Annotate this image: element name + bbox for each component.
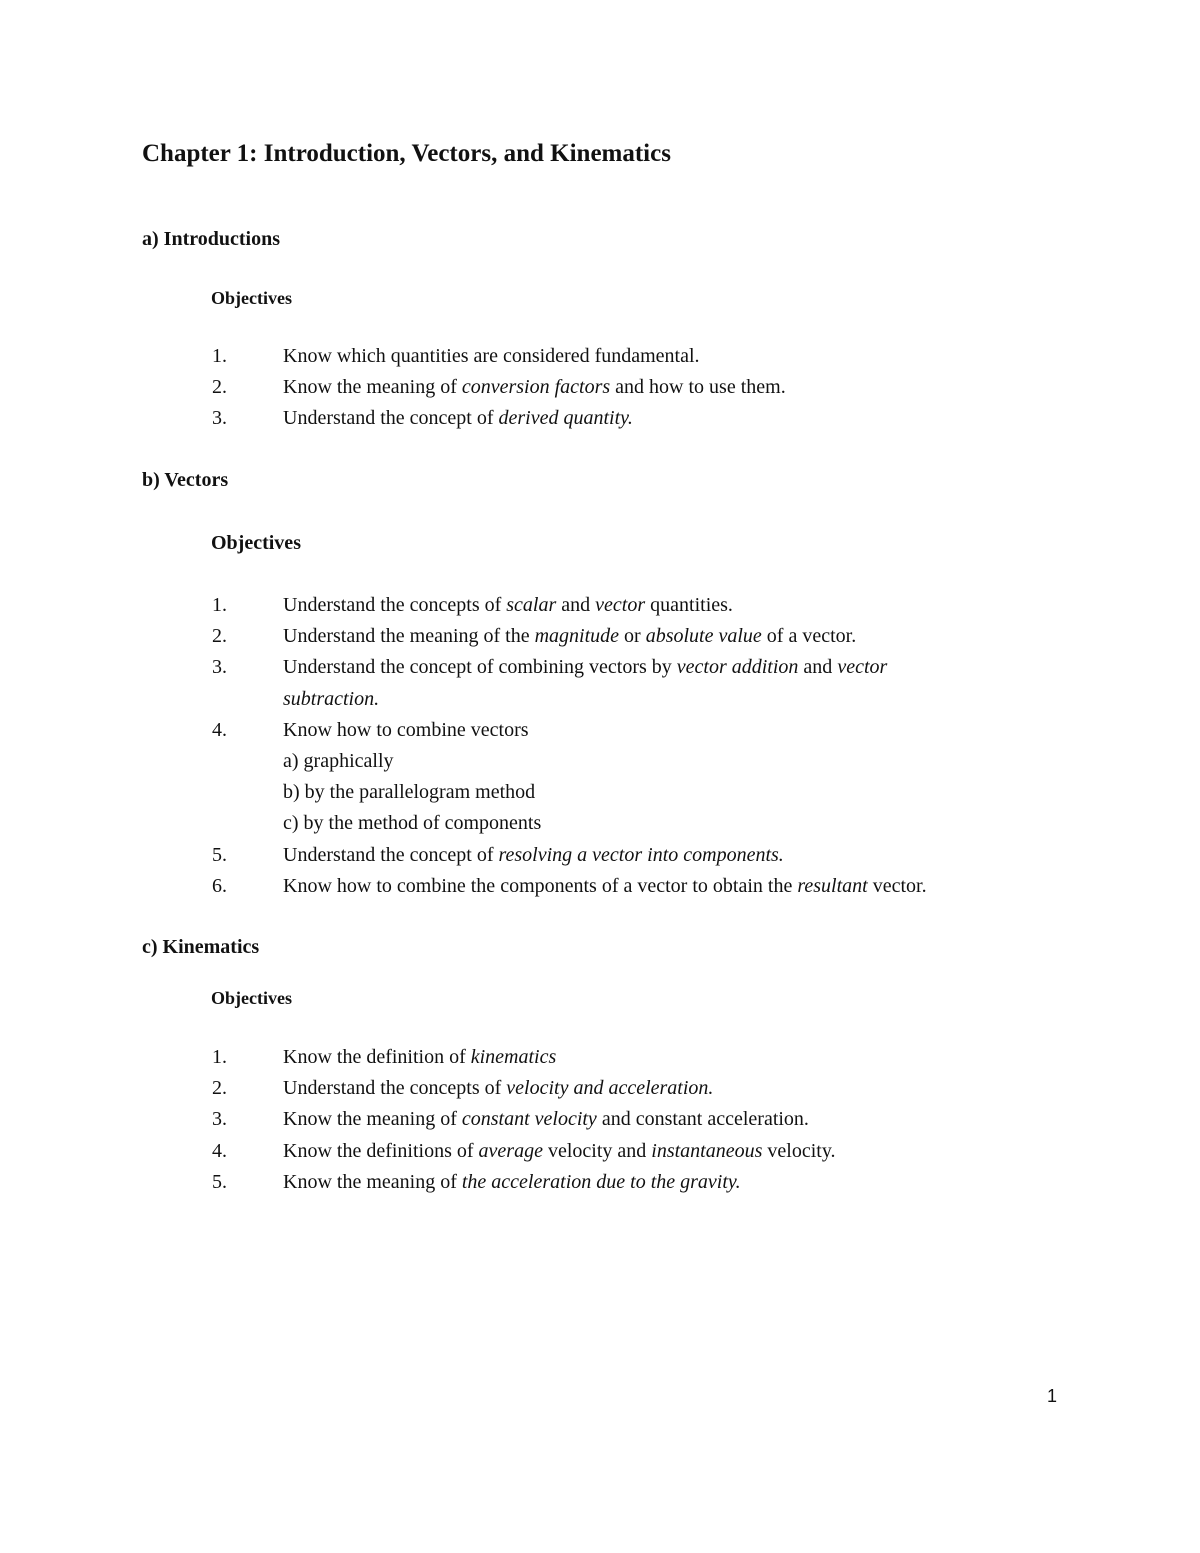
objectives-list-kinematics [0,1042,1200,1198]
objectives-label-introductions: Objectives [211,288,292,308]
list-item [0,684,1200,715]
text-run: velocity. [762,1139,836,1162]
list-item [0,403,1200,434]
text-run: and [556,594,596,616]
list-item-text [283,372,786,403]
list-item-text [283,746,394,777]
list-item [0,372,1200,403]
list-item [0,777,1200,808]
list-item-text [283,840,784,871]
list-item-text [283,341,700,372]
text-run: or [619,625,646,648]
list-item [0,1136,1200,1167]
list-item-text [283,652,887,683]
list-item-number: 3. [212,1108,227,1131]
list-item-text [283,715,529,746]
list-item [0,1042,1200,1073]
emphasized-term: magnitude [534,625,620,648]
emphasized-term: resolving a vector into components. [498,843,784,866]
list-item-text [283,871,927,902]
text-run: Know the meaning of [283,1170,462,1193]
emphasized-term: vector addition [676,656,799,679]
emphasized-term: constant velocity [461,1108,597,1131]
list-item-number: 6. [212,874,227,897]
text-run: Understand the concepts of [283,594,507,616]
emphasized-term: the acceleration due to the gravity. [461,1170,741,1193]
section-heading-kinematics: c) Kinematics [142,936,260,958]
emphasized-term: average [478,1139,543,1162]
emphasized-term: kinematics [470,1046,557,1068]
text-run: a) graphically [283,749,394,772]
objectives-label-vectors: Objectives [211,532,301,554]
section-heading-vectors: b) Vectors [142,469,229,491]
list-item [0,871,1200,902]
list-item-text [283,1136,836,1167]
emphasized-term: vector [837,656,888,679]
list-item-number: 2. [212,625,227,648]
emphasized-term: scalar [506,594,557,616]
emphasized-term: vector [595,594,646,616]
list-item [0,746,1200,777]
list-item-text [283,590,733,621]
list-item-number: 1. [212,345,227,367]
emphasized-term: conversion factors [461,376,611,399]
list-item-text [283,1167,741,1198]
list-item-text [283,808,541,839]
list-item [0,808,1200,839]
text-run: Know the meaning of [283,1108,462,1131]
objectives-list-vectors [0,590,1200,902]
text-run: Know the meaning of [283,376,462,399]
text-run: and constant acceleration. [596,1108,809,1131]
list-item-number: 3. [212,407,227,430]
list-item-number: 2. [212,376,227,399]
list-item-text [283,403,633,434]
list-item [0,1073,1200,1104]
text-run: Understand the concepts of [283,1077,507,1100]
emphasized-term: resultant [797,874,868,897]
list-item-number: 4. [212,1139,227,1162]
list-item [0,621,1200,652]
text-run: Understand the concept of [283,407,499,430]
list-item-number: 1. [212,594,227,616]
list-item [0,1167,1200,1198]
text-run: Understand the concept of [283,843,499,866]
page-title: Chapter 1: Introduction, Vectors, and Kinematics [142,140,671,167]
objectives-label-kinematics: Objectives [211,988,292,1008]
list-item-number: 2. [212,1077,227,1100]
list-item [0,715,1200,746]
list-item-text [283,621,856,652]
text-run: of a vector. [761,625,857,648]
text-run: Know which quantities are considered fundamental. [283,345,700,367]
text-run: velocity and [542,1139,652,1162]
list-item-text [283,1104,809,1135]
list-item-text [283,1073,713,1104]
list-item [0,652,1200,683]
list-item-number: 5. [212,843,227,866]
list-item [0,1104,1200,1135]
text-run: Know the definition of [283,1046,471,1068]
list-item [0,840,1200,871]
list-item-number: 1. [212,1046,227,1068]
list-item-text [283,1042,556,1073]
text-run: and [798,656,838,679]
text-run: quantities. [645,594,733,616]
list-item-number: 3. [212,656,227,679]
page-number: 1 [1047,1386,1058,1406]
list-item [0,590,1200,621]
emphasized-term: absolute value [645,625,762,648]
text-run: and how to use them. [610,376,786,399]
text-run: b) by the parallelogram method [283,781,536,804]
text-run: Know how to combine vectors [283,718,529,741]
list-item-number: 5. [212,1170,227,1193]
text-run: vector. [867,874,927,897]
emphasized-term: velocity and acceleration. [506,1077,714,1100]
list-item-number: 4. [212,718,227,741]
emphasized-term: instantaneous [651,1139,763,1162]
text-run: Understand the meaning of the [283,625,535,648]
text-run: Know how to combine the components of a vector to obtain the [283,874,798,897]
text-run: c) by the method of components [283,812,542,835]
list-item-text [283,684,379,715]
emphasized-term: derived quantity. [498,407,633,430]
list-item [0,341,1200,372]
list-item-text [283,777,535,808]
text-run: Know the definitions of [283,1139,479,1162]
objectives-list-introductions [0,341,1200,435]
emphasized-term: subtraction. [283,687,380,710]
text-run: Understand the concept of combining vectors by [283,656,677,679]
section-heading-introductions: a) Introductions [142,228,280,250]
